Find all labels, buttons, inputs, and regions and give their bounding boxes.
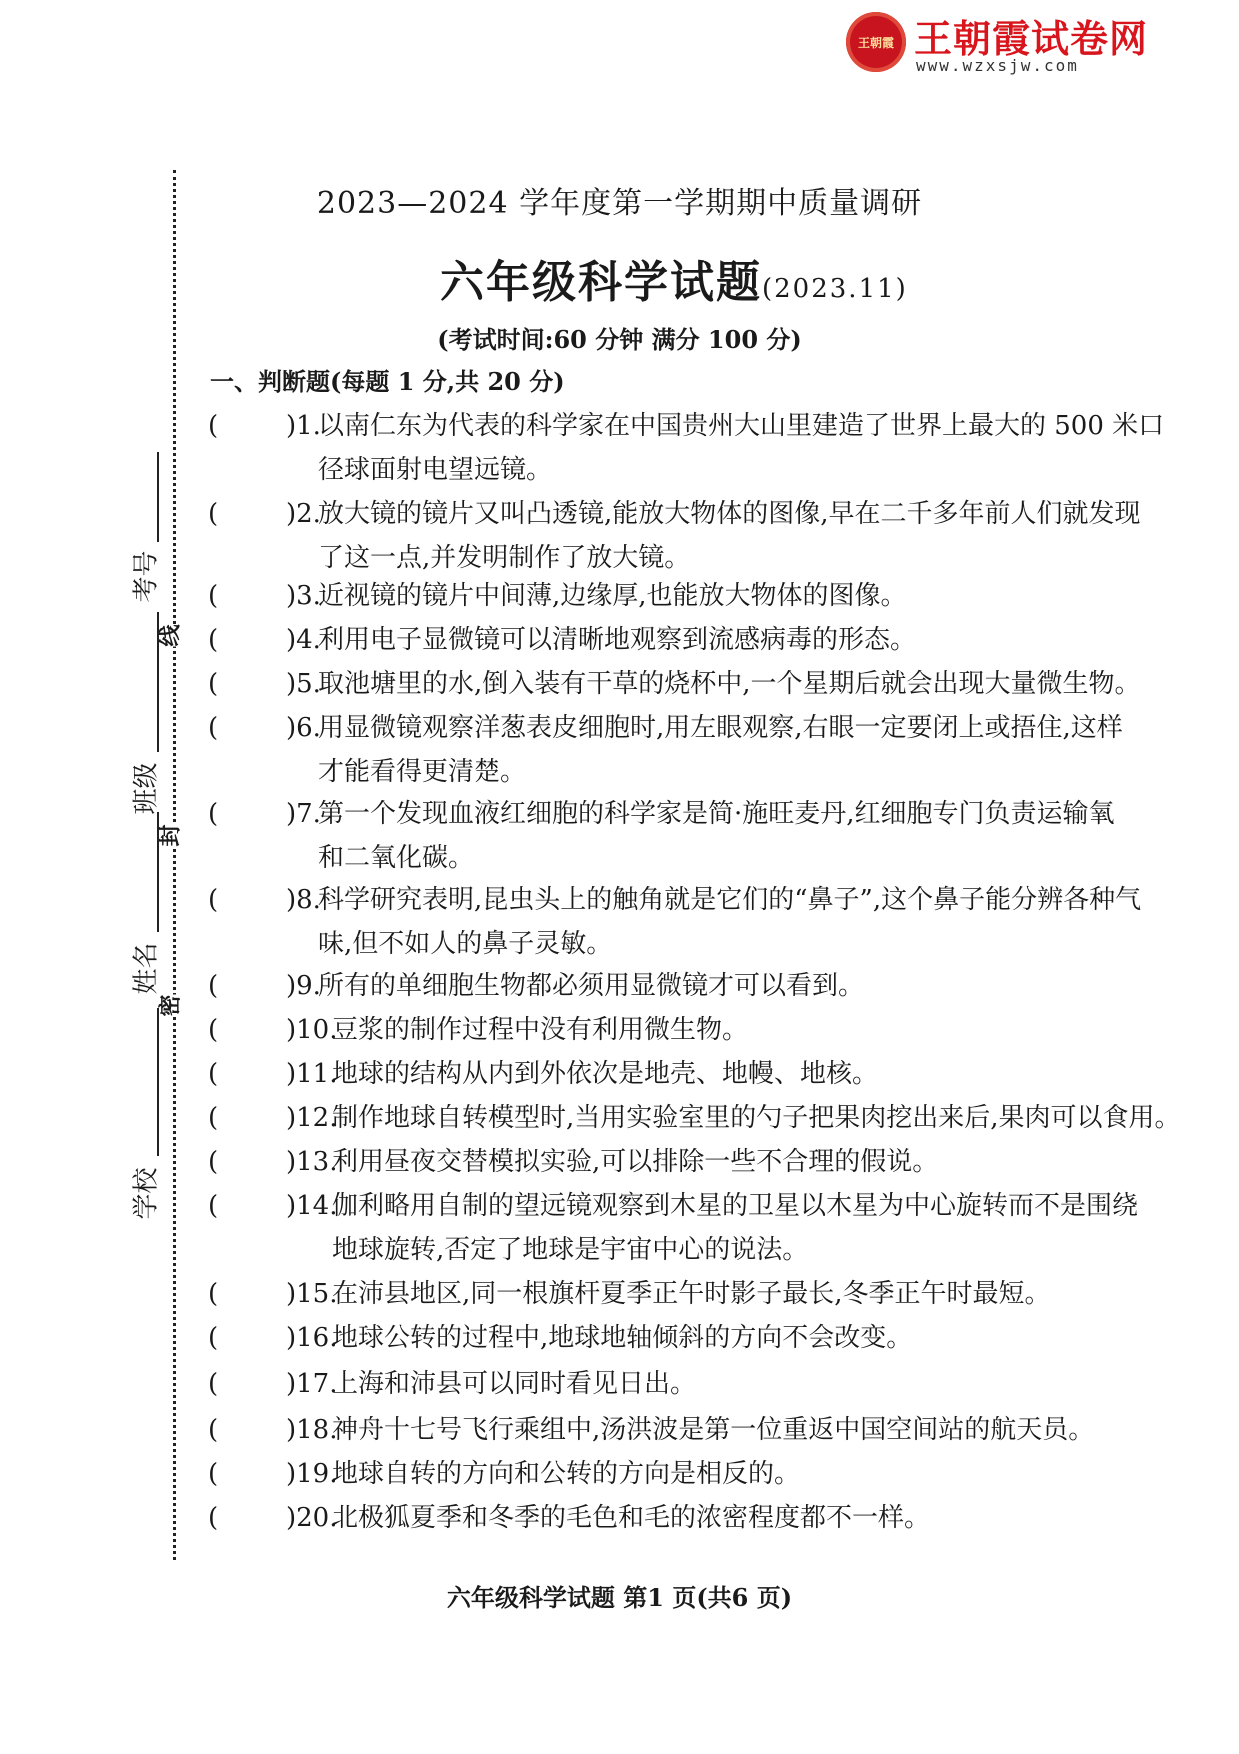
question-text: 以南仁东为代表的科学家在中国贵州大山里建造了世界上最大的 500 米口 <box>318 411 1165 441</box>
name-label: 姓名 <box>131 942 162 995</box>
question-text: 放大镜的镜片又叫凸透镜,能放大物体的图像,早在二千多年前人们就发现 <box>318 499 1141 529</box>
answer-blank[interactable]: ( <box>208 411 219 441</box>
question-text: 北极狐夏季和冬季的毛色和毛的浓密程度都不一样。 <box>332 1503 931 1533</box>
school-blank[interactable] <box>157 1008 159 1156</box>
question-item <box>208 1008 1218 1052</box>
class-label: 班级 <box>131 762 162 815</box>
answer-blank[interactable]: ( <box>208 1279 219 1309</box>
question-item <box>208 1362 1218 1406</box>
question-text: 地球的结构从内到外依次是地壳、地幔、地核。 <box>332 1059 879 1089</box>
answer-blank[interactable]: ( <box>208 581 219 611</box>
question-item <box>208 1096 1218 1140</box>
binding-dotted-line <box>173 170 176 1560</box>
question-number: )3. <box>286 581 321 611</box>
exam-info: (考试时间:60 分钟 满分 100 分) <box>437 325 802 354</box>
student-id-label: 考号 <box>131 550 162 603</box>
question-number: )5. <box>286 669 321 699</box>
question-item <box>208 878 1218 966</box>
seal-char-feng: 封 <box>152 824 187 846</box>
page-footer: 六年级科学试题 第1 页(共6 页) <box>446 1583 793 1612</box>
question-text-continued: 径球面射电望远镜。 <box>318 455 553 485</box>
question-number: )13. <box>286 1147 338 1177</box>
question-text: 制作地球自转模型时,当用实验室里的勺子把果肉挖出来后,果肉可以食用。 <box>332 1103 1181 1133</box>
student-id-blank[interactable] <box>157 452 159 542</box>
answer-blank[interactable]: ( <box>208 1147 219 1177</box>
question-item <box>208 574 1218 618</box>
question-text-continued: 和二氧化碳。 <box>318 843 475 873</box>
question-number: )10. <box>286 1015 338 1045</box>
question-item <box>208 1452 1218 1496</box>
question-number: )19. <box>286 1459 338 1489</box>
question-item <box>208 706 1218 794</box>
question-text: 地球公转的过程中,地球地轴倾斜的方向不会改变。 <box>332 1323 913 1353</box>
question-number: )9. <box>286 971 321 1001</box>
question-text: 上海和沛县可以同时看见日出。 <box>332 1369 697 1399</box>
question-text-continued: 了这一点,并发明制作了放大镜。 <box>318 543 691 573</box>
question-text: 第一个发现血液红细胞的科学家是简·施旺麦丹,红细胞专门负责运输氧 <box>318 799 1115 829</box>
question-item <box>208 1316 1218 1360</box>
question-item <box>208 1140 1218 1184</box>
answer-blank[interactable]: ( <box>208 1059 219 1089</box>
question-item <box>208 964 1218 1008</box>
question-number: )20. <box>286 1503 338 1533</box>
answer-blank[interactable]: ( <box>208 1323 219 1353</box>
question-item <box>208 1184 1218 1272</box>
question-text-continued: 味,但不如人的鼻子灵敏。 <box>318 929 613 959</box>
logo-title: 王朝霞试卷网 <box>914 17 1149 61</box>
exam-title <box>440 246 908 310</box>
question-number: )17. <box>286 1369 338 1399</box>
answer-blank[interactable]: ( <box>208 1459 219 1489</box>
answer-blank[interactable]: ( <box>208 669 219 699</box>
question-text: 所有的单细胞生物都必须用显微镜才可以看到。 <box>318 971 865 1001</box>
question-number: )15. <box>286 1279 338 1309</box>
question-text: 神舟十七号飞行乘组中,汤洪波是第一位重返中国空间站的航天员。 <box>332 1415 1095 1445</box>
question-item <box>208 1496 1218 1540</box>
question-item <box>208 404 1218 492</box>
question-number: )12. <box>286 1103 338 1133</box>
exam-title-text: 六年级科学试题 <box>440 257 762 308</box>
question-number: )6. <box>286 713 321 743</box>
answer-blank[interactable]: ( <box>208 1191 219 1221</box>
question-item <box>208 492 1218 580</box>
answer-blank[interactable]: ( <box>208 1415 219 1445</box>
question-text: 伽利略用自制的望远镜观察到木星的卫星以木星为中心旋转而不是围绕 <box>332 1191 1139 1221</box>
question-text: 豆浆的制作过程中没有利用微生物。 <box>332 1015 749 1045</box>
question-number: )2. <box>286 499 321 529</box>
answer-blank[interactable]: ( <box>208 713 219 743</box>
question-number: )18. <box>286 1415 338 1445</box>
question-item <box>208 618 1218 662</box>
question-text-continued: 才能看得更清楚。 <box>318 757 527 787</box>
seal-char-mi: 密 <box>152 994 187 1016</box>
question-number: )16. <box>286 1323 338 1353</box>
seal-char-xian: 线 <box>152 624 187 646</box>
answer-blank[interactable]: ( <box>208 625 219 655</box>
school-label: 学校 <box>131 1167 162 1220</box>
answer-blank[interactable]: ( <box>208 971 219 1001</box>
site-logo <box>846 8 1166 74</box>
question-text: 利用昼夜交替模拟实验,可以排除一些不合理的假说。 <box>332 1147 939 1177</box>
question-item <box>208 1408 1218 1452</box>
question-text: 科学研究表明,昆虫头上的触角就是它们的“鼻子”,这个鼻子能分辨各种气 <box>318 885 1142 915</box>
question-text: 在沛县地区,同一根旗杆夏季正午时影子最长,冬季正午时最短。 <box>332 1279 1051 1309</box>
answer-blank[interactable]: ( <box>208 1015 219 1045</box>
exam-date: (2023.11) <box>762 274 908 304</box>
question-text: 利用电子显微镜可以清晰地观察到流感病毒的形态。 <box>318 625 917 655</box>
answer-blank[interactable]: ( <box>208 799 219 829</box>
question-number: )14. <box>286 1191 338 1221</box>
question-item <box>208 792 1218 880</box>
question-text: 用显微镜观察洋葱表皮细胞时,用左眼观察,右眼一定要闭上或捂住,这样 <box>318 713 1123 743</box>
answer-blank[interactable]: ( <box>208 885 219 915</box>
question-text: 近视镜的镜片中间薄,边缘厚,也能放大物体的图像。 <box>318 581 907 611</box>
question-item <box>208 662 1218 706</box>
question-item <box>208 1272 1218 1316</box>
question-number: )1. <box>286 411 321 441</box>
question-number: )8. <box>286 885 321 915</box>
question-item <box>208 1052 1218 1096</box>
section-heading: 一、判断题(每题 1 分,共 20 分) <box>210 367 565 396</box>
question-text: 地球自转的方向和公转的方向是相反的。 <box>332 1459 801 1489</box>
name-blank[interactable] <box>157 812 159 932</box>
class-blank[interactable] <box>157 612 159 752</box>
question-number: )4. <box>286 625 321 655</box>
answer-blank[interactable]: ( <box>208 1503 219 1533</box>
question-text-continued: 地球旋转,否定了地球是宇宙中心的说法。 <box>332 1235 809 1265</box>
exam-term-heading: 2023—2024 学年度第一学期期中质量调研 <box>316 186 923 221</box>
logo-url: www.wzxsjw.com <box>916 56 1079 75</box>
question-text: 取池塘里的水,倒入装有干草的烧杯中,一个星期后就会出现大量微生物。 <box>318 669 1141 699</box>
answer-blank[interactable]: ( <box>208 499 219 529</box>
answer-blank[interactable]: ( <box>208 1369 219 1399</box>
logo-seal-icon: 王朝霞 <box>846 12 906 72</box>
answer-blank[interactable]: ( <box>208 1103 219 1133</box>
question-number: )7. <box>286 799 321 829</box>
question-number: )11. <box>286 1059 338 1089</box>
